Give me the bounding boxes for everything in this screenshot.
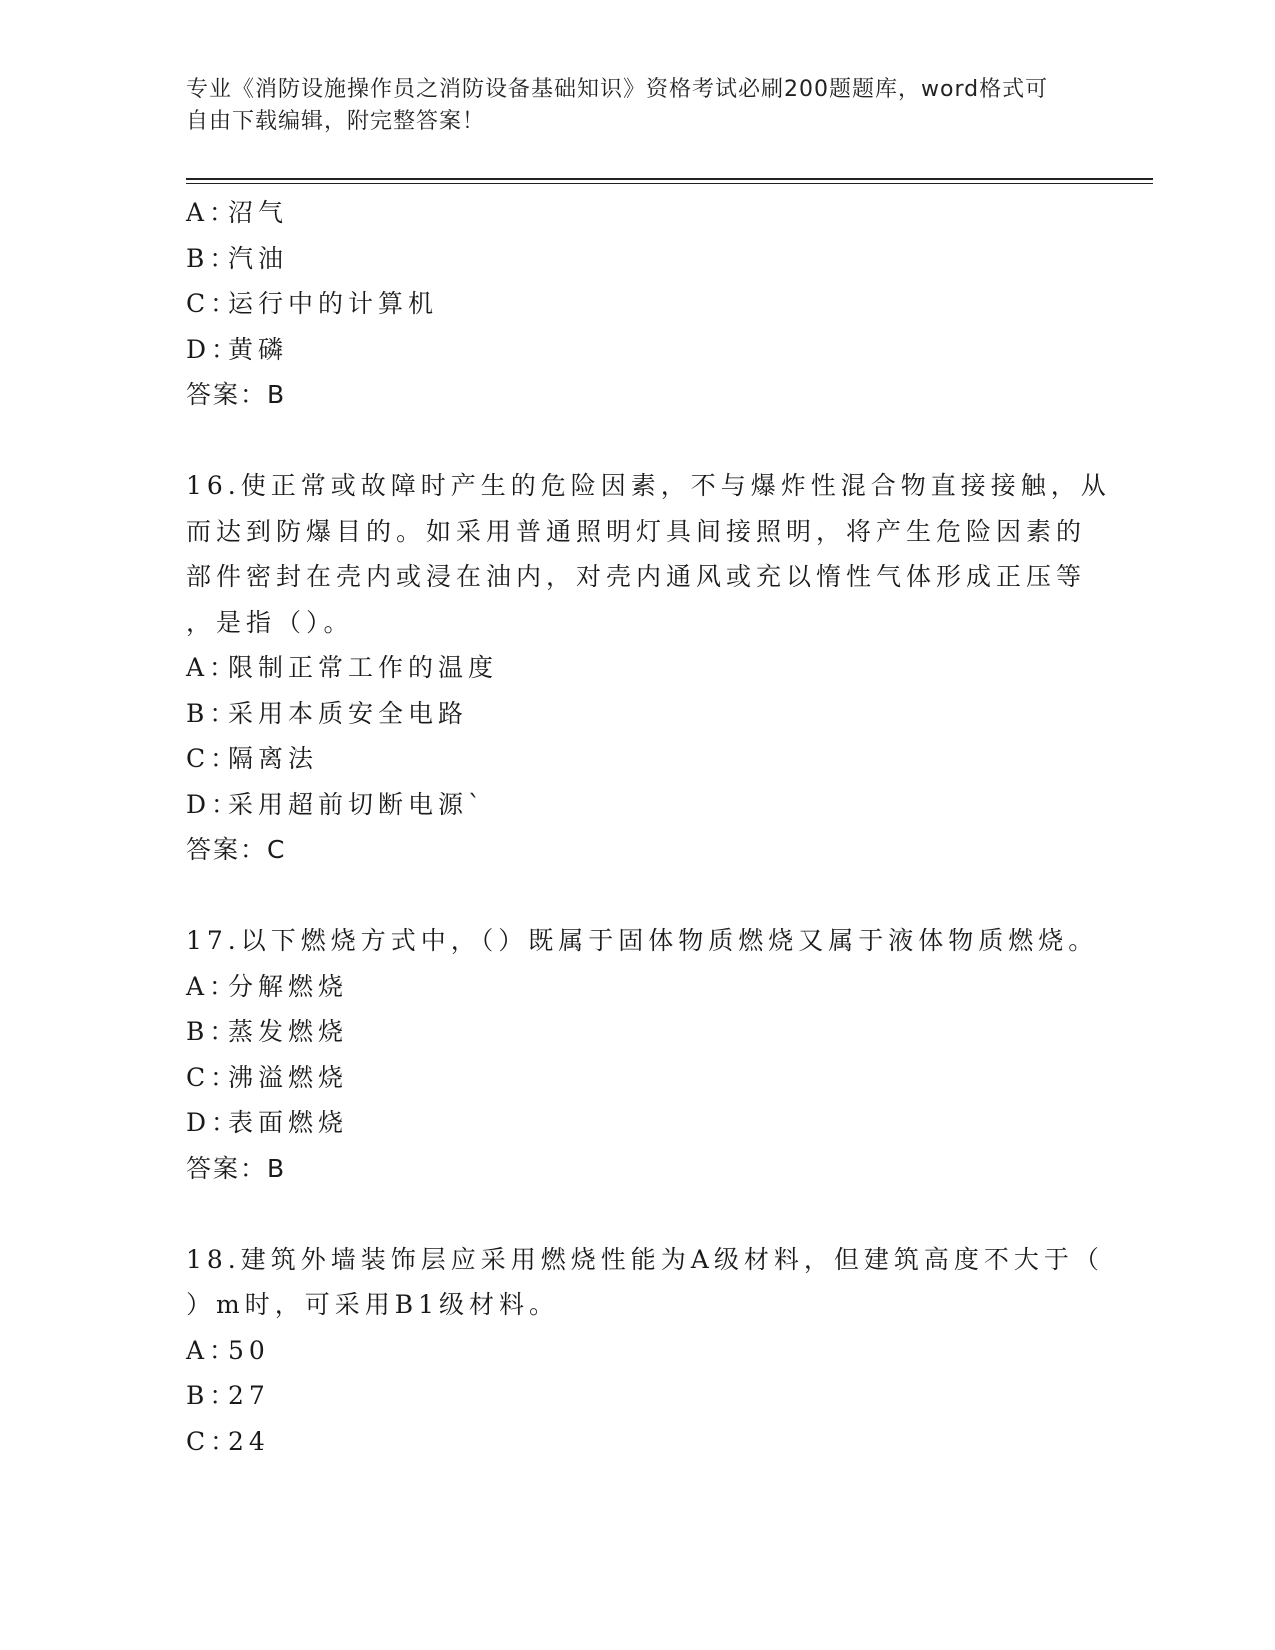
- question-text-line: 而达到防爆目的。如采用普通照明灯具间接照明，将产生危险因素的: [186, 516, 1087, 546]
- option-text: 表面燃烧: [228, 1108, 349, 1137]
- option-a: [186, 645, 1086, 691]
- answer-line: 答案：B: [186, 1153, 287, 1183]
- option-letter: A：: [186, 198, 240, 227]
- question-text-line: 部件密封在壳内或浸在油内，对壳内通风或充以惰性气体形成正压等: [186, 562, 1087, 591]
- option-letter: B：: [186, 698, 240, 728]
- option-text: 采用超前切断电源`: [228, 789, 486, 819]
- document-header-title: 专业《消防设施操作员之消防设备基础知识》资格考试必刷200题题库，word格式可自由下载编辑，附完整答案！: [186, 77, 1049, 134]
- question-15: [186, 190, 1086, 418]
- option-letter: C：: [186, 289, 241, 318]
- option-text: 沸溢燃烧: [228, 1062, 349, 1092]
- question-text-line: ）m时，可采用B1级材料。: [186, 1290, 559, 1319]
- option-text: 隔离法: [228, 744, 319, 773]
- option-text: 限制正常工作的温度: [228, 653, 499, 682]
- answer-line: 答案：C: [186, 835, 287, 864]
- question-text-line: 17.以下燃烧方式中，（）既属于固体物质燃烧又属于液体物质燃烧。: [186, 926, 1099, 955]
- option-text: 沼气: [228, 198, 289, 227]
- spacer: [186, 873, 1086, 919]
- option-text: 采用本质安全电路: [228, 698, 469, 728]
- option-text: 运行中的计算机: [228, 289, 439, 318]
- question-text-line: ，是指（）。: [186, 607, 354, 637]
- option-text: 27: [228, 1381, 270, 1410]
- option-b: [186, 236, 1086, 282]
- option-text: 蒸发燃烧: [228, 1017, 349, 1046]
- option-b: [186, 1373, 1086, 1419]
- question-text-line: 18.建筑外墙装饰层应采用燃烧性能为A级材料，但建筑高度不大于（: [186, 1244, 1104, 1274]
- option-a: [186, 1328, 1086, 1374]
- header-divider-thick: [186, 178, 1153, 180]
- spacer: [186, 418, 1086, 464]
- option-d: [186, 1100, 1086, 1146]
- answer-line: 答案：B: [186, 380, 287, 409]
- question-17: [186, 918, 1099, 1191]
- option-letter: C：: [186, 1062, 241, 1092]
- option-c: [186, 736, 1086, 782]
- option-text: 分解燃烧: [228, 971, 349, 1001]
- option-letter: B：: [186, 243, 240, 273]
- option-letter: A：: [186, 1335, 240, 1365]
- option-d: [186, 782, 1086, 828]
- option-c: [186, 1419, 1086, 1465]
- option-letter: B：: [186, 1017, 240, 1046]
- option-text: 汽油: [228, 243, 289, 273]
- option-c: [186, 1055, 1086, 1101]
- question-18: [186, 1237, 1104, 1465]
- option-a: [186, 190, 1086, 236]
- option-letter: D：: [186, 334, 242, 364]
- option-d: [186, 327, 1086, 373]
- question-text-line: 16.使正常或故障时产生的危险因素，不与爆炸性混合物直接接触，从: [186, 471, 1111, 500]
- option-c: [186, 281, 1086, 327]
- option-text: 24: [228, 1426, 270, 1456]
- option-b: [186, 691, 1086, 737]
- option-letter: C：: [186, 1426, 241, 1456]
- option-letter: D：: [186, 789, 242, 819]
- option-letter: C：: [186, 744, 241, 773]
- spacer: [186, 1191, 1086, 1237]
- option-text: 50: [228, 1335, 270, 1365]
- option-letter: A：: [186, 653, 240, 682]
- option-letter: D：: [186, 1108, 242, 1137]
- question-16: [186, 463, 1111, 873]
- option-text: 黄磷: [228, 334, 289, 364]
- option-a: [186, 964, 1086, 1010]
- option-b: [186, 1009, 1086, 1055]
- question-list: [186, 190, 1111, 1464]
- option-letter: B：: [186, 1381, 240, 1410]
- option-letter: A：: [186, 971, 240, 1001]
- header-divider-thin: [186, 183, 1153, 184]
